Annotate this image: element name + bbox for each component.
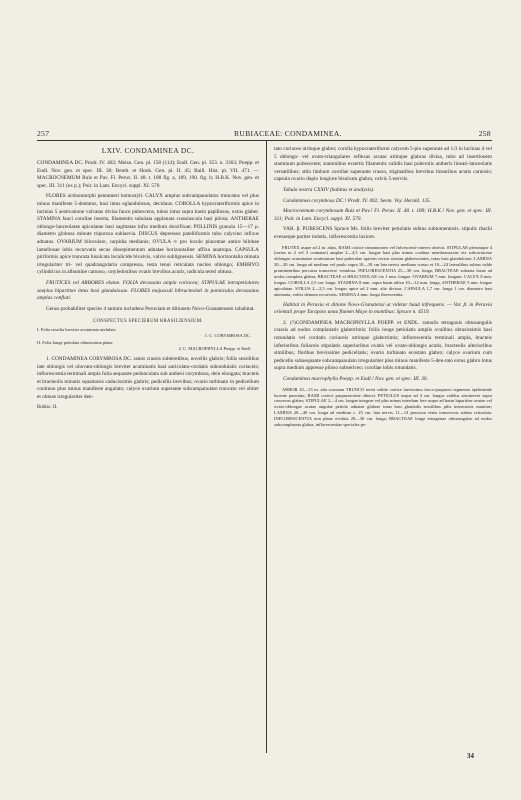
conspectus-heading: CONSPECTUS SPECIERUM BRASILIENSIUM. xyxy=(93,319,203,325)
key-line: 1. C. CORYMBOSA DC. xyxy=(204,333,251,339)
header-rule xyxy=(37,140,492,141)
species-2-description: 2. (?)CONDAMINEA MACROPHYLLA POEPP. et ENDL. ramulis tetragonis obtusangulis crassis ad nodos complanatis glaberrimis; foliis longe petiolatis amplis ovalibus obtusissimis basi rotundatis vel cordatis coriaceis utrinque glaberrimis; inflorescentia terminali ampla, bracteis inferioribus foliaceis stipulatis superioribus ovatis vel ovato-oblongis acutis, bracteolis alterioribus similibus; floribus brevissime pedicellatis; ovario turbinato ecostato glabro; calyce ovarium cum pedicello subaequante subcampanulato irregulariter plus minus manifeste 5-den-tato extus glabro intus supra medium appresse piloso subsericeo; corollae lobis rotundatis. xyxy=(274,319,492,372)
variety-beta: VAR. β. PUBESCENS Spruce Ms. foliis breviter petiolatis subtus subtomentosis. stipulis rhachi everaeque pariter indutis, inflorescentia laxiore. xyxy=(274,226,492,240)
habitat: Habitat in Peruvia et ditione Novo-Granatensi ut videtur haud infrequens. — Var. β. in Peruvia orientali prope Tarapoto unnu flumen Mayo in montibus: Spruce n. 4519. xyxy=(274,301,492,316)
genus-citations: CONDAMINEA DC. Prodr. IV. 402; Meisn. Gen. pl. 158 (114); Endl. Gen. pl. 353. n. 3363; Poepp. et Endl. Nov. gen. et spec. III. 30; Benth. et Hook. Gen. pl. II. 45; Baill. Hist. pl. VII. 471. — MACROCNEMUM Ruiz et Pav. Fl. Peruv. II. 48. t. 188 fig. a, 189, 190. fig. b; H.B.K. Nov. gen. et spec. III. 311 (ex p.); Poir. in Lam. Encycl. suppl. XI. 570. xyxy=(37,160,259,189)
key-line: I. Folia sessilia breviter acuminata undulata xyxy=(37,327,116,333)
right-page-number: 258 xyxy=(478,129,491,138)
plate-reference: Tabula nostra CXXIV (habitus et analysis). xyxy=(283,186,375,193)
page-number: 34 xyxy=(467,752,474,760)
genus-note: Genus probabiliter species 4 tantum includens Peruviam et ditionem Novo-Granatensem inhabitat. xyxy=(46,305,255,312)
column-divider xyxy=(266,141,267,753)
left-column xyxy=(37,146,259,762)
right-column xyxy=(274,146,492,751)
habit-description: FRUTICES vel ARBORES elatae. FOLIA decussata ampla coriacea; STIPULAE intrapetiolares saepius bipartitae intus basi glandulosae. FLORES majusculi bibracteolati in panniculas decussatas amplas conflati. xyxy=(37,279,259,302)
genus-description: FLORES actinomorphi pentameri homostyli. CALYX amplus subcampanulatus truncatus vel plus minus manifeste 5-dentatus, basi intus eglandulosus, deciduus. COROLLA hypocrateriformis apice in lacinias 5 aestivatione valvatas divisa fauce pubescens, tubus intus supra basin papillosus, extus glaber. STAMINA fauci corollae inserta, filamentis subulata applanata crassiuscula basi pilosa; ANTHERAE oblongo-lanceolatae apiculatae basi sagittatae infra medium dorsifixae; POLLINIS granula 15—17 μ. diametro globosa minute triporosa sublaevia. DISCUS depressus patelliformis tubo calycino infixus adnatus. OVARIUM biloculare, carpidia medianis; OVULA ∞ pro loculo placentae antice bilobae lamellosae lobis recurvatis secus dissepimentum adnatae horizontaliter affixa anatropa. CAPSULA piriformis apice truncata bisulcata loculicide bivalvis, valvis subligneosis. SEMINA horizontalia minuta irregulariter tri- vel quadrangularia compressa, testa tenui reticulata nucleo oblongo; EMBRYO cylindricus in albumine carnoso, cotyledonibus ovatis brevibus acutis, radicula tereti obtusa. xyxy=(37,193,259,276)
synonym: Condaminea corymbosa DC.! Prodr. IV. 402; Seem. Voy. Herald. 135. xyxy=(283,197,432,204)
species-key xyxy=(37,327,259,352)
synonym-macrocnemum: Macrocnemum corymbosum Ruiz et Pav.! Fl. Peruv. II. 48. t. 189; H.B.K.! Nov. gen. et spec. III. 311; Poir. in Lam. Encycl. suppl. XI. 570. xyxy=(274,208,492,222)
species-1-detail: FRUTEX usque ad 2 m. altus, RAMI cortice cinnamomeo vel fulvescenti-cinereo obtecti. STIPULAE plerumque 4 (rarius in 2 vel 3 connatae) amplae 2—4,5 cm. longae basi plus minus coalitae membranaceae vix subcoriaceae oblongae acuminatae acutissimae basi puberulae apicem versus sensim glabrescentes, intus basi glandulosae; LAMINA 20—30 cm. longa ad medium vel paulo supra 10—18 cm lata nervis mediano crasso et 10—24 lateralibus subtus valde prominentibus percursa transverse venulosa. INFLORESCENTIA 25—30 cm. longa; BRACTEAE subuata laxae ad nodos completa glabra; BRACTEAE et BRACTEOLAE vix 1 mm. longae. OVARIUM 7 mm. longum. CALYX 8 mm. longus. COROLLA 2,5 cm. longa. STAMINA 8 mm. supra basin affixa 10—12 mm. longa, ANTHERAE 5 mm. longae apiculatae. STILUS 2—2,5 cm. longus apice ad 2 mm. alte divisus. CAPSULA 1,7 cm. longa 1 cm. diametro basi attenuata, valvis demum recurvatis. SEMINA 4 mm. longa flavescentia. xyxy=(274,244,492,297)
key-line: 2. C. MACROPHYLLA Poepp. et Endl. xyxy=(178,345,251,351)
species-1-description: 1. CONDAMINEA CORYMBOSA DC. ramis crassis subteretibus, novellis glabris; foliis sessilibus late oblongis vel obovato-oblongis breviter acuminatis basi auriculato-cordatis subundulatis coriaceis; inflorescentia terminali ampla folia aequante pedunculata sub anthesi corymbosa, dein elongata; bracteis et bracteolis minutis squamosis caducissimis glabris; pedicellis brevibus; ovario turbinato in pedicellum continuo plus minus manifeste angulato; calyce ovarium superante subcampanulato truncato vel obiter et obtuse irregulariter den- xyxy=(37,356,259,401)
key-line: II. Folia longe petiolata obtusissima plana xyxy=(37,339,113,345)
species-2-synonym: Condaminea macrophylla Poepp. et Endl.! Nov. gen. et spec. III. 30. xyxy=(283,376,428,383)
species-1-continuation: tato coriaceo utrinque glabro; corolla hypocrateriformi calycem 5-plo superante ad 1/3 in lacinias 4 vel 5 oblongo- vel ovato-triangulares reflexas acutas utrinque glabras divisa, tubo ad insertionem staminum pubescente; staminibus exsertis filamentis validis basi puberulis antheris lineari-lanceolatis versatilibus; stilo limbum corollae superante crasso, stigmatibus brevibus linearibus acutis carnosis; capsula ovario duplo longiore bisulcata glabra, valvis 5-nerviis. xyxy=(274,146,492,183)
genus-heading: LXIV. CONDAMINEA DC. xyxy=(101,146,195,155)
species-2-detail: ARBOR 10—13 m. alta coronam TRUNCO tereti valido cortice laevissimo fusco-purpureo tegmento epidermide lucente punctato; RAMI cortice purpurascente obtecti. PETIOLUS usque ad 4 cm. longus validus semiterees supra concavus glaber; STIPULAE 2—4 cm. longae integrae vel plus minus interdum fere usque ad basin bipartitae ovatae vel ovato-oblongae acutae angulae petiolo adnatae glabrae intus basi glandulis sessilibus pilis intermixtis munitae; LAMINA 20—40 cm. longa ad medium c. 25 cm. lata nervis 11—14 percursa venis transversis subtus reticulata. INFLORESCENTIA non plane evoluta 20—30 cm. longa; BRACTEAE longe tetragonae obtusangulae ad nodos subcomplanata glabra, inflorescentiae speciales pe- xyxy=(274,386,492,428)
running-title: RUBIACEAE: CONDAMINEA. xyxy=(234,129,342,138)
signature-mark: Rubiac. II. xyxy=(37,404,58,410)
left-page-number: 257 xyxy=(37,129,50,138)
